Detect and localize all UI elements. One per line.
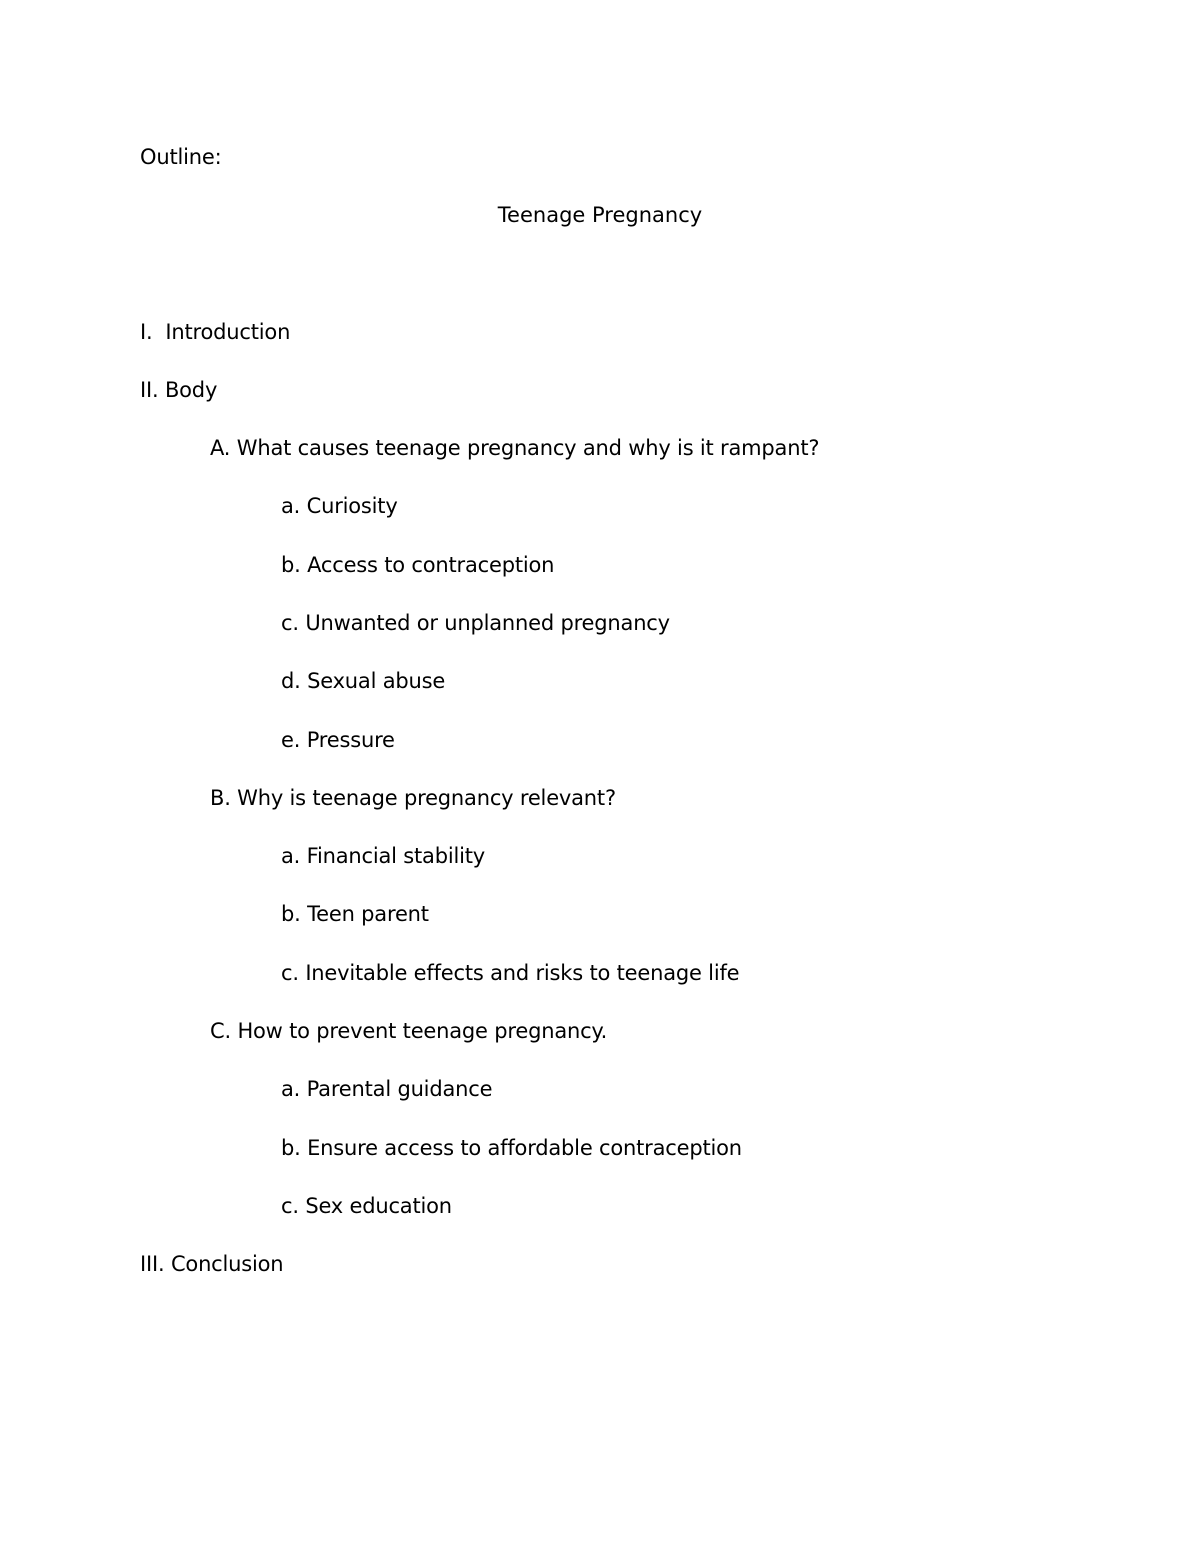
outline-marker: e. [281, 728, 301, 752]
outline-marker: C. [210, 1019, 231, 1043]
outline-point [281, 1135, 742, 1161]
outline-point [281, 1076, 492, 1102]
outline-point [281, 610, 670, 636]
outline-heading: Outline: [140, 145, 222, 169]
outline-point [281, 727, 395, 753]
outline-text: Ensure access to affordable contraception [307, 1136, 742, 1160]
outline-marker: II. [140, 378, 159, 402]
document-title: Teenage Pregnancy [497, 203, 703, 227]
outline-text: Conclusion [170, 1252, 284, 1276]
outline-text: Access to contraception [307, 553, 555, 577]
outline-point [281, 1193, 452, 1219]
outline-text: Teen parent [307, 902, 429, 926]
outline-text: Unwanted or unplanned pregnancy [305, 611, 670, 635]
outline-marker: I. [140, 320, 153, 344]
outline-text: Financial stability [306, 844, 486, 868]
outline-marker: c. [281, 1194, 299, 1218]
outline-marker: a. [281, 494, 301, 518]
outline-marker: a. [281, 844, 301, 868]
outline-marker: b. [281, 1136, 301, 1160]
outline-point [281, 960, 739, 986]
outline-text: Curiosity [306, 494, 398, 518]
outline-marker: III. [140, 1252, 165, 1276]
outline-marker: c. [281, 611, 299, 635]
outline-point [281, 552, 554, 578]
outline-subsection-c [210, 1018, 607, 1044]
outline-marker: b. [281, 553, 301, 577]
outline-point [281, 901, 429, 927]
outline-marker: a. [281, 1077, 301, 1101]
outline-item-introduction [140, 319, 290, 345]
outline-point [281, 668, 445, 694]
outline-marker: c. [281, 961, 299, 985]
outline-marker: d. [281, 669, 301, 693]
outline-text: Sex education [305, 1194, 452, 1218]
outline-marker: B. [210, 786, 231, 810]
outline-text: Pressure [306, 728, 395, 752]
outline-text: Body [164, 378, 218, 402]
outline-text: How to prevent teenage pregnancy. [237, 1019, 608, 1043]
outline-text: Why is teenage pregnancy relevant? [237, 786, 616, 810]
outline-point [281, 493, 398, 519]
outline-text: Sexual abuse [307, 669, 446, 693]
outline-marker: A. [210, 436, 231, 460]
outline-item-body [140, 377, 217, 403]
outline-text: Introduction [165, 320, 291, 344]
outline-text: What causes teenage pregnancy and why is it rampant? [236, 436, 820, 460]
outline-subsection-a [210, 435, 819, 461]
outline-text: Parental guidance [306, 1077, 493, 1101]
outline-item-conclusion [140, 1251, 283, 1277]
outline-point [281, 843, 485, 869]
outline-marker: b. [281, 902, 301, 926]
outline-subsection-b [210, 785, 616, 811]
outline-text: Inevitable effects and risks to teenage life [305, 961, 740, 985]
